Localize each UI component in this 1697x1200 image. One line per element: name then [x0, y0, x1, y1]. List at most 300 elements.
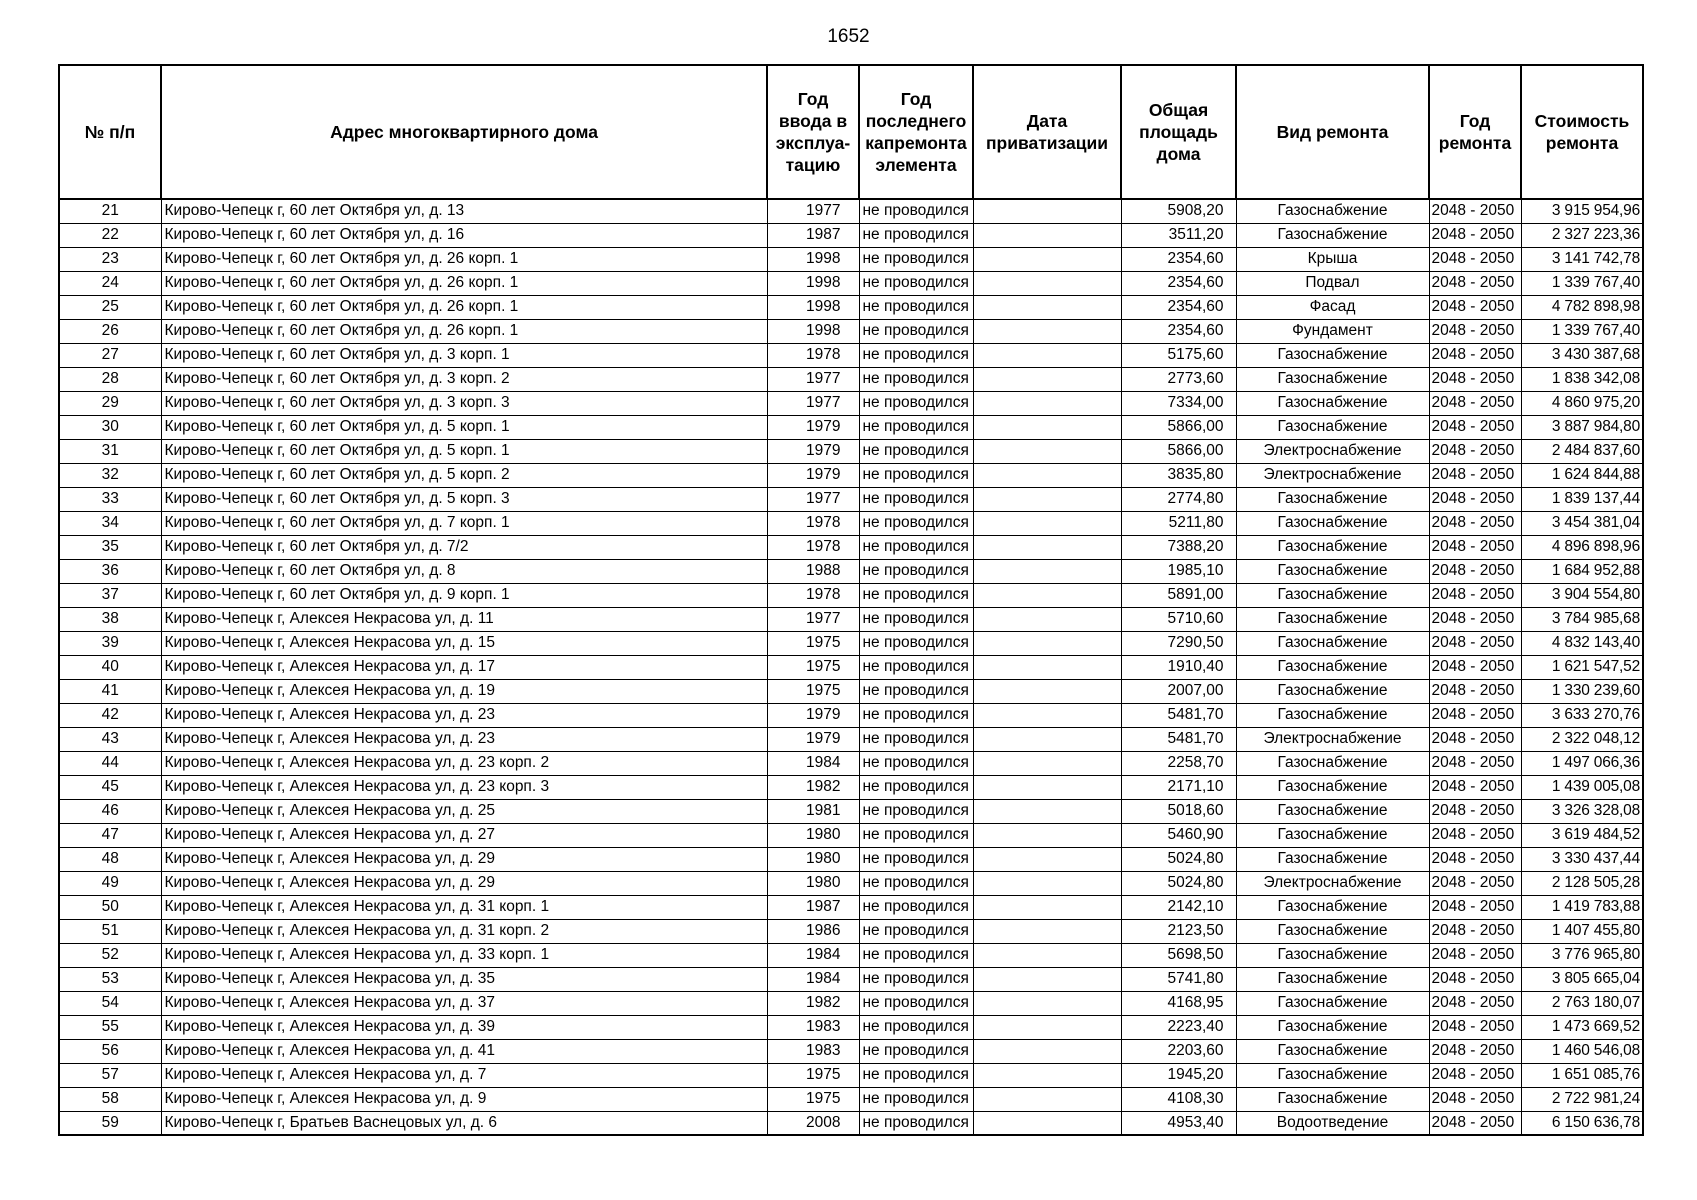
- cell-last-repair: не проводился: [859, 655, 973, 679]
- header-repair-year: Год ремонта: [1429, 65, 1521, 199]
- cell-last-repair: не проводился: [859, 799, 973, 823]
- cell-year-commissioned: 1984: [767, 943, 859, 967]
- cell-total-area: 2773,60: [1121, 367, 1236, 391]
- cell-address: Кирово-Чепецк г, Алексея Некрасова ул, д. 23 корп. 3: [161, 775, 767, 799]
- cell-total-area: 4168,95: [1121, 991, 1236, 1015]
- cell-total-area: 5175,60: [1121, 343, 1236, 367]
- table-row: [59, 631, 1643, 655]
- cell-year-commissioned: 1982: [767, 775, 859, 799]
- cell-repair-year: 2048 - 2050: [1429, 199, 1521, 223]
- cell-address: Кирово-Чепецк г, Алексея Некрасова ул, д. 17: [161, 655, 767, 679]
- cell-address: Кирово-Чепецк г, 60 лет Октября ул, д. 7/2: [161, 535, 767, 559]
- cell-repair-type: Газоснабжение: [1236, 223, 1429, 247]
- cell-repair-cost: 1 497 066,36: [1521, 751, 1643, 775]
- cell-address: Кирово-Чепецк г, 60 лет Октября ул, д. 5 корп. 1: [161, 439, 767, 463]
- cell-year-commissioned: 1978: [767, 343, 859, 367]
- header-address: Адрес многоквартирного дома: [161, 65, 767, 199]
- cell-total-area: 2007,00: [1121, 679, 1236, 703]
- table-row: [59, 703, 1643, 727]
- cell-address: Кирово-Чепецк г, 60 лет Октября ул, д. 9 корп. 1: [161, 583, 767, 607]
- cell-repair-year: 2048 - 2050: [1429, 415, 1521, 439]
- cell-repair-type: Газоснабжение: [1236, 367, 1429, 391]
- cell-total-area: 7334,00: [1121, 391, 1236, 415]
- cell-repair-cost: 1 339 767,40: [1521, 271, 1643, 295]
- cell-num: 51: [59, 919, 161, 943]
- cell-repair-year: 2048 - 2050: [1429, 847, 1521, 871]
- cell-year-commissioned: 1978: [767, 511, 859, 535]
- cell-repair-cost: 3 784 985,68: [1521, 607, 1643, 631]
- cell-repair-year: 2048 - 2050: [1429, 703, 1521, 727]
- cell-year-commissioned: 1984: [767, 967, 859, 991]
- cell-privatization-date: [973, 559, 1121, 583]
- cell-last-repair: не проводился: [859, 583, 973, 607]
- cell-last-repair: не проводился: [859, 1063, 973, 1087]
- cell-num: 43: [59, 727, 161, 751]
- cell-total-area: 1985,10: [1121, 559, 1236, 583]
- cell-address: Кирово-Чепецк г, 60 лет Октября ул, д. 26 корп. 1: [161, 247, 767, 271]
- cell-year-commissioned: 1983: [767, 1039, 859, 1063]
- cell-address: Кирово-Чепецк г, 60 лет Октября ул, д. 5 корп. 3: [161, 487, 767, 511]
- cell-repair-cost: 2 128 505,28: [1521, 871, 1643, 895]
- cell-privatization-date: [973, 775, 1121, 799]
- cell-last-repair: не проводился: [859, 1087, 973, 1111]
- cell-year-commissioned: 1975: [767, 1063, 859, 1087]
- cell-privatization-date: [973, 319, 1121, 343]
- cell-year-commissioned: 1979: [767, 727, 859, 751]
- cell-address: Кирово-Чепецк г, Братьев Васнецовых ул, д. 6: [161, 1111, 767, 1135]
- cell-address: Кирово-Чепецк г, 60 лет Октября ул, д. 8: [161, 559, 767, 583]
- cell-repair-cost: 1 684 952,88: [1521, 559, 1643, 583]
- cell-privatization-date: [973, 247, 1121, 271]
- cell-num: 32: [59, 463, 161, 487]
- cell-last-repair: не проводился: [859, 415, 973, 439]
- cell-repair-type: Электроснабжение: [1236, 871, 1429, 895]
- cell-num: 45: [59, 775, 161, 799]
- cell-privatization-date: [973, 1039, 1121, 1063]
- cell-total-area: 5460,90: [1121, 823, 1236, 847]
- cell-privatization-date: [973, 847, 1121, 871]
- table-row: [59, 679, 1643, 703]
- cell-num: 37: [59, 583, 161, 607]
- table-row: [59, 559, 1643, 583]
- cell-privatization-date: [973, 943, 1121, 967]
- cell-privatization-date: [973, 1087, 1121, 1111]
- cell-address: Кирово-Чепецк г, Алексея Некрасова ул, д. 27: [161, 823, 767, 847]
- cell-last-repair: не проводился: [859, 991, 973, 1015]
- cell-last-repair: не проводился: [859, 247, 973, 271]
- cell-last-repair: не проводился: [859, 343, 973, 367]
- cell-repair-cost: 2 484 837,60: [1521, 439, 1643, 463]
- cell-last-repair: не проводился: [859, 919, 973, 943]
- table-row: [59, 727, 1643, 751]
- cell-repair-type: Подвал: [1236, 271, 1429, 295]
- cell-total-area: 7388,20: [1121, 535, 1236, 559]
- cell-last-repair: не проводился: [859, 1111, 973, 1135]
- cell-total-area: 5024,80: [1121, 871, 1236, 895]
- cell-privatization-date: [973, 967, 1121, 991]
- table-row: [59, 463, 1643, 487]
- cell-total-area: 2142,10: [1121, 895, 1236, 919]
- cell-address: Кирово-Чепецк г, Алексея Некрасова ул, д. 37: [161, 991, 767, 1015]
- cell-repair-year: 2048 - 2050: [1429, 1015, 1521, 1039]
- cell-privatization-date: [973, 487, 1121, 511]
- cell-repair-type: Газоснабжение: [1236, 895, 1429, 919]
- cell-repair-cost: 1 839 137,44: [1521, 487, 1643, 511]
- cell-repair-type: Газоснабжение: [1236, 1087, 1429, 1111]
- table-row: [59, 1063, 1643, 1087]
- table-row: [59, 895, 1643, 919]
- cell-num: 41: [59, 679, 161, 703]
- cell-repair-year: 2048 - 2050: [1429, 751, 1521, 775]
- cell-repair-type: Газоснабжение: [1236, 415, 1429, 439]
- cell-repair-type: Крыша: [1236, 247, 1429, 271]
- cell-num: 36: [59, 559, 161, 583]
- cell-repair-cost: 3 330 437,44: [1521, 847, 1643, 871]
- cell-total-area: 2223,40: [1121, 1015, 1236, 1039]
- table-row: [59, 199, 1643, 223]
- cell-last-repair: не проводился: [859, 223, 973, 247]
- cell-repair-year: 2048 - 2050: [1429, 991, 1521, 1015]
- cell-repair-type: Газоснабжение: [1236, 847, 1429, 871]
- cell-repair-cost: 1 339 767,40: [1521, 319, 1643, 343]
- cell-repair-cost: 3 805 665,04: [1521, 967, 1643, 991]
- cell-repair-type: Газоснабжение: [1236, 583, 1429, 607]
- cell-repair-cost: 4 860 975,20: [1521, 391, 1643, 415]
- table-row: [59, 511, 1643, 535]
- cell-num: 40: [59, 655, 161, 679]
- cell-address: Кирово-Чепецк г, 60 лет Октября ул, д. 5 корп. 2: [161, 463, 767, 487]
- cell-repair-type: Газоснабжение: [1236, 775, 1429, 799]
- cell-year-commissioned: 1982: [767, 991, 859, 1015]
- cell-repair-cost: 1 419 783,88: [1521, 895, 1643, 919]
- cell-repair-cost: 1 330 239,60: [1521, 679, 1643, 703]
- cell-privatization-date: [973, 655, 1121, 679]
- cell-year-commissioned: 1977: [767, 487, 859, 511]
- cell-last-repair: не проводился: [859, 823, 973, 847]
- cell-year-commissioned: 1979: [767, 463, 859, 487]
- cell-last-repair: не проводился: [859, 679, 973, 703]
- cell-num: 47: [59, 823, 161, 847]
- cell-last-repair: не проводился: [859, 391, 973, 415]
- cell-repair-type: Газоснабжение: [1236, 919, 1429, 943]
- cell-repair-cost: 2 763 180,07: [1521, 991, 1643, 1015]
- cell-num: 22: [59, 223, 161, 247]
- cell-privatization-date: [973, 391, 1121, 415]
- cell-repair-cost: 3 915 954,96: [1521, 199, 1643, 223]
- cell-year-commissioned: 1975: [767, 679, 859, 703]
- cell-repair-year: 2048 - 2050: [1429, 463, 1521, 487]
- cell-num: 49: [59, 871, 161, 895]
- cell-year-commissioned: 1983: [767, 1015, 859, 1039]
- table-row: [59, 1015, 1643, 1039]
- cell-total-area: 3511,20: [1121, 223, 1236, 247]
- cell-total-area: 5024,80: [1121, 847, 1236, 871]
- cell-repair-year: 2048 - 2050: [1429, 559, 1521, 583]
- table-row: [59, 823, 1643, 847]
- cell-privatization-date: [973, 895, 1121, 919]
- cell-repair-cost: 4 832 143,40: [1521, 631, 1643, 655]
- cell-repair-year: 2048 - 2050: [1429, 1063, 1521, 1087]
- cell-repair-type: Газоснабжение: [1236, 391, 1429, 415]
- cell-privatization-date: [973, 823, 1121, 847]
- cell-last-repair: не проводился: [859, 775, 973, 799]
- cell-repair-type: Газоснабжение: [1236, 343, 1429, 367]
- cell-address: Кирово-Чепецк г, Алексея Некрасова ул, д. 11: [161, 607, 767, 631]
- cell-last-repair: не проводился: [859, 319, 973, 343]
- cell-repair-cost: 1 439 005,08: [1521, 775, 1643, 799]
- cell-last-repair: не проводился: [859, 847, 973, 871]
- cell-num: 59: [59, 1111, 161, 1135]
- cell-num: 55: [59, 1015, 161, 1039]
- cell-repair-year: 2048 - 2050: [1429, 631, 1521, 655]
- cell-repair-year: 2048 - 2050: [1429, 295, 1521, 319]
- cell-total-area: 2203,60: [1121, 1039, 1236, 1063]
- cell-repair-year: 2048 - 2050: [1429, 223, 1521, 247]
- cell-year-commissioned: 1975: [767, 655, 859, 679]
- cell-total-area: 5481,70: [1121, 727, 1236, 751]
- cell-address: Кирово-Чепецк г, 60 лет Октября ул, д. 3 корп. 1: [161, 343, 767, 367]
- cell-num: 57: [59, 1063, 161, 1087]
- cell-total-area: 7290,50: [1121, 631, 1236, 655]
- cell-privatization-date: [973, 607, 1121, 631]
- cell-address: Кирово-Чепецк г, 60 лет Октября ул, д. 26 корп. 1: [161, 319, 767, 343]
- cell-address: Кирово-Чепецк г, Алексея Некрасова ул, д. 39: [161, 1015, 767, 1039]
- cell-privatization-date: [973, 1063, 1121, 1087]
- cell-repair-year: 2048 - 2050: [1429, 511, 1521, 535]
- cell-repair-type: Газоснабжение: [1236, 655, 1429, 679]
- cell-num: 29: [59, 391, 161, 415]
- cell-total-area: 2123,50: [1121, 919, 1236, 943]
- cell-repair-year: 2048 - 2050: [1429, 391, 1521, 415]
- cell-year-commissioned: 1998: [767, 319, 859, 343]
- cell-repair-cost: 3 326 328,08: [1521, 799, 1643, 823]
- cell-privatization-date: [973, 799, 1121, 823]
- cell-num: 48: [59, 847, 161, 871]
- cell-repair-cost: 3 776 965,80: [1521, 943, 1643, 967]
- cell-total-area: 2354,60: [1121, 319, 1236, 343]
- cell-address: Кирово-Чепецк г, Алексея Некрасова ул, д. 31 корп. 2: [161, 919, 767, 943]
- cell-num: 30: [59, 415, 161, 439]
- cell-address: Кирово-Чепецк г, Алексея Некрасова ул, д. 29: [161, 871, 767, 895]
- cell-repair-type: Газоснабжение: [1236, 751, 1429, 775]
- cell-year-commissioned: 1980: [767, 847, 859, 871]
- cell-total-area: 5018,60: [1121, 799, 1236, 823]
- cell-last-repair: не проводился: [859, 943, 973, 967]
- table-row: [59, 655, 1643, 679]
- table-row: [59, 799, 1643, 823]
- cell-num: 23: [59, 247, 161, 271]
- cell-num: 25: [59, 295, 161, 319]
- cell-address: Кирово-Чепецк г, 60 лет Октября ул, д. 26 корп. 1: [161, 295, 767, 319]
- cell-year-commissioned: 1977: [767, 391, 859, 415]
- header-last-repair-year: Год последнего капремонта элемента: [859, 65, 973, 199]
- cell-repair-type: Газоснабжение: [1236, 535, 1429, 559]
- cell-address: Кирово-Чепецк г, Алексея Некрасова ул, д. 33 корп. 1: [161, 943, 767, 967]
- cell-address: Кирово-Чепецк г, 60 лет Октября ул, д. 5 корп. 1: [161, 415, 767, 439]
- cell-year-commissioned: 1975: [767, 1087, 859, 1111]
- cell-repair-year: 2048 - 2050: [1429, 1111, 1521, 1135]
- cell-repair-type: Газоснабжение: [1236, 631, 1429, 655]
- cell-last-repair: не проводился: [859, 751, 973, 775]
- cell-repair-type: Газоснабжение: [1236, 487, 1429, 511]
- table-row: [59, 607, 1643, 631]
- cell-privatization-date: [973, 727, 1121, 751]
- cell-total-area: 5741,80: [1121, 967, 1236, 991]
- repair-registry-table: [58, 64, 1644, 1136]
- table-row: [59, 343, 1643, 367]
- cell-privatization-date: [973, 751, 1121, 775]
- cell-address: Кирово-Чепецк г, Алексея Некрасова ул, д. 15: [161, 631, 767, 655]
- cell-address: Кирово-Чепецк г, 60 лет Октября ул, д. 7 корп. 1: [161, 511, 767, 535]
- cell-year-commissioned: 1984: [767, 751, 859, 775]
- cell-repair-cost: 1 460 546,08: [1521, 1039, 1643, 1063]
- cell-num: 27: [59, 343, 161, 367]
- cell-num: 46: [59, 799, 161, 823]
- cell-year-commissioned: 1998: [767, 247, 859, 271]
- cell-num: 21: [59, 199, 161, 223]
- table-row: [59, 847, 1643, 871]
- cell-last-repair: не проводился: [859, 463, 973, 487]
- cell-repair-type: Электроснабжение: [1236, 463, 1429, 487]
- cell-num: 31: [59, 439, 161, 463]
- cell-last-repair: не проводился: [859, 271, 973, 295]
- cell-num: 42: [59, 703, 161, 727]
- cell-total-area: 2354,60: [1121, 271, 1236, 295]
- cell-total-area: 4953,40: [1121, 1111, 1236, 1135]
- cell-last-repair: не проводился: [859, 559, 973, 583]
- cell-repair-cost: 3 454 381,04: [1521, 511, 1643, 535]
- cell-year-commissioned: 2008: [767, 1111, 859, 1135]
- cell-last-repair: не проводился: [859, 367, 973, 391]
- cell-year-commissioned: 1978: [767, 535, 859, 559]
- cell-repair-year: 2048 - 2050: [1429, 1087, 1521, 1111]
- table-row: [59, 295, 1643, 319]
- cell-repair-year: 2048 - 2050: [1429, 271, 1521, 295]
- table-row: [59, 439, 1643, 463]
- table-row: [59, 775, 1643, 799]
- cell-year-commissioned: 1977: [767, 199, 859, 223]
- cell-repair-type: Газоснабжение: [1236, 511, 1429, 535]
- cell-privatization-date: [973, 871, 1121, 895]
- cell-repair-cost: 3 430 387,68: [1521, 343, 1643, 367]
- cell-repair-cost: 2 327 223,36: [1521, 223, 1643, 247]
- cell-repair-type: Фундамент: [1236, 319, 1429, 343]
- cell-repair-type: Газоснабжение: [1236, 943, 1429, 967]
- header-repair-cost: Стоимость ремонта: [1521, 65, 1643, 199]
- cell-total-area: 2774,80: [1121, 487, 1236, 511]
- cell-privatization-date: [973, 415, 1121, 439]
- cell-address: Кирово-Чепецк г, Алексея Некрасова ул, д. 25: [161, 799, 767, 823]
- table-row: [59, 871, 1643, 895]
- table-row: [59, 391, 1643, 415]
- cell-address: Кирово-Чепецк г, Алексея Некрасова ул, д. 9: [161, 1087, 767, 1111]
- cell-last-repair: не проводился: [859, 871, 973, 895]
- cell-privatization-date: [973, 223, 1121, 247]
- cell-num: 39: [59, 631, 161, 655]
- cell-repair-cost: 1 838 342,08: [1521, 367, 1643, 391]
- cell-address: Кирово-Чепецк г, Алексея Некрасова ул, д. 23 корп. 2: [161, 751, 767, 775]
- cell-num: 26: [59, 319, 161, 343]
- cell-privatization-date: [973, 1111, 1121, 1135]
- cell-repair-year: 2048 - 2050: [1429, 343, 1521, 367]
- cell-year-commissioned: 1980: [767, 823, 859, 847]
- cell-total-area: 2354,60: [1121, 247, 1236, 271]
- cell-year-commissioned: 1980: [767, 871, 859, 895]
- cell-repair-cost: 4 782 898,98: [1521, 295, 1643, 319]
- cell-last-repair: не проводился: [859, 295, 973, 319]
- cell-privatization-date: [973, 199, 1121, 223]
- cell-address: Кирово-Чепецк г, Алексея Некрасова ул, д. 23: [161, 703, 767, 727]
- cell-repair-type: Газоснабжение: [1236, 1063, 1429, 1087]
- cell-last-repair: не проводился: [859, 703, 973, 727]
- cell-last-repair: не проводился: [859, 487, 973, 511]
- cell-total-area: 5698,50: [1121, 943, 1236, 967]
- table-header: [59, 65, 1643, 199]
- cell-address: Кирово-Чепецк г, 60 лет Октября ул, д. 3 корп. 2: [161, 367, 767, 391]
- cell-repair-type: Газоснабжение: [1236, 559, 1429, 583]
- cell-address: Кирово-Чепецк г, 60 лет Октября ул, д. 16: [161, 223, 767, 247]
- cell-repair-type: Газоснабжение: [1236, 703, 1429, 727]
- cell-privatization-date: [973, 439, 1121, 463]
- table-row: [59, 319, 1643, 343]
- cell-repair-year: 2048 - 2050: [1429, 919, 1521, 943]
- cell-last-repair: не проводился: [859, 895, 973, 919]
- cell-year-commissioned: 1987: [767, 895, 859, 919]
- table-row: [59, 535, 1643, 559]
- cell-num: 52: [59, 943, 161, 967]
- page-number: 1652: [827, 26, 870, 47]
- table-row: [59, 919, 1643, 943]
- cell-total-area: 5866,00: [1121, 439, 1236, 463]
- cell-repair-type: Газоснабжение: [1236, 1039, 1429, 1063]
- cell-num: 38: [59, 607, 161, 631]
- table-row: [59, 1111, 1643, 1135]
- cell-privatization-date: [973, 367, 1121, 391]
- table-row: [59, 367, 1643, 391]
- cell-privatization-date: [973, 583, 1121, 607]
- table-row: [59, 751, 1643, 775]
- cell-repair-year: 2048 - 2050: [1429, 439, 1521, 463]
- cell-repair-cost: 1 407 455,80: [1521, 919, 1643, 943]
- cell-repair-cost: 3 904 554,80: [1521, 583, 1643, 607]
- cell-repair-cost: 1 651 085,76: [1521, 1063, 1643, 1087]
- table-row: [59, 1087, 1643, 1111]
- cell-total-area: 2171,10: [1121, 775, 1236, 799]
- cell-repair-cost: 4 896 898,96: [1521, 535, 1643, 559]
- cell-repair-year: 2048 - 2050: [1429, 679, 1521, 703]
- cell-total-area: 5908,20: [1121, 199, 1236, 223]
- cell-repair-cost: 6 150 636,78: [1521, 1111, 1643, 1135]
- cell-year-commissioned: 1987: [767, 223, 859, 247]
- cell-address: Кирово-Чепецк г, 60 лет Октября ул, д. 3 корп. 3: [161, 391, 767, 415]
- cell-repair-type: Газоснабжение: [1236, 967, 1429, 991]
- cell-last-repair: не проводился: [859, 727, 973, 751]
- cell-privatization-date: [973, 991, 1121, 1015]
- header-privatization-date: Дата приватизации: [973, 65, 1121, 199]
- cell-repair-type: Газоснабжение: [1236, 1015, 1429, 1039]
- cell-total-area: 5481,70: [1121, 703, 1236, 727]
- cell-num: 34: [59, 511, 161, 535]
- cell-address: Кирово-Чепецк г, Алексея Некрасова ул, д. 7: [161, 1063, 767, 1087]
- cell-address: Кирово-Чепецк г, Алексея Некрасова ул, д. 19: [161, 679, 767, 703]
- cell-repair-cost: 3 141 742,78: [1521, 247, 1643, 271]
- cell-privatization-date: [973, 511, 1121, 535]
- cell-last-repair: не проводился: [859, 511, 973, 535]
- cell-repair-cost: 1 621 547,52: [1521, 655, 1643, 679]
- header-num: № п/п: [59, 65, 161, 199]
- table-row: [59, 487, 1643, 511]
- cell-num: 56: [59, 1039, 161, 1063]
